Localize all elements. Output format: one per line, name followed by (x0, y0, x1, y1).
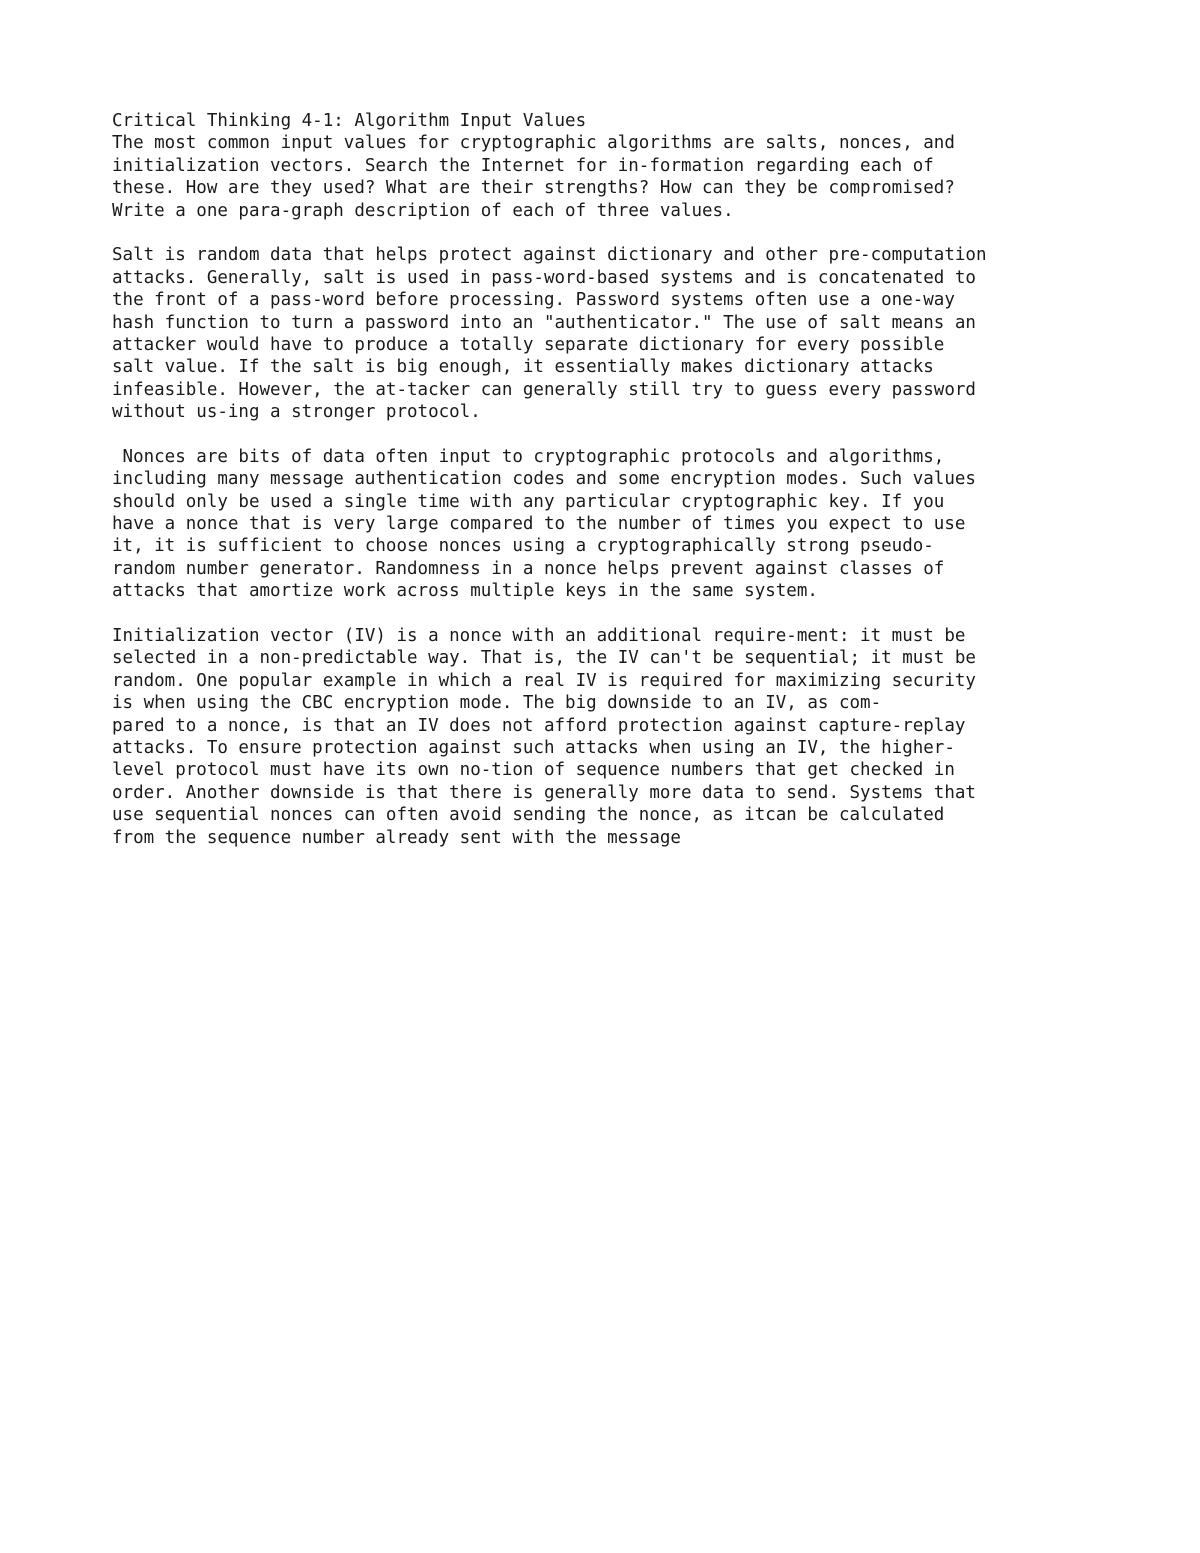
document-body (112, 110, 1132, 849)
salt-line: infeasible. However, the at-tacker can generally still try to guess every password (112, 379, 976, 400)
paragraph-spacer (112, 423, 1132, 445)
iv-line: selected in a non-predictable way. That is, the IV can't be sequential; it must be (112, 648, 976, 669)
salt-line: the front of a pass-word before processing. Password systems often use a one-way (112, 290, 955, 311)
salt-line: hash function to turn a password into an "authenticator." The use of salt means an (112, 312, 976, 333)
salt-line: salt value. If the salt is big enough, it essentially makes dictionary attacks (112, 357, 934, 378)
iv-line: order. Another downside is that there is generally more data to send. Systems that (112, 782, 976, 803)
iv-paragraph (112, 625, 1132, 849)
document-title: Critical Thinking 4-1: Algorithm Input Values (112, 111, 587, 131)
iv-line: use sequential nonces can often avoid sending the nonce, as itcan be calculated (112, 805, 945, 826)
salt-line: attacks. Generally, salt is used in pass-word-based systems and is concatenated to (112, 267, 976, 288)
salt-line: attacker would have to produce a totally separate dictionary for every possible (112, 334, 945, 355)
iv-line: is when using the CBC encryption mode. The big downside to an IV, as com- (112, 693, 882, 714)
prompt-line: The most common input values for cryptographic algorithms are salts, nonces, and (112, 133, 955, 154)
paragraph-spacer (112, 222, 1132, 244)
nonce-line: attacks that amortize work across multiple keys in the same system. (112, 581, 818, 602)
prompt-line: initialization vectors. Search the Internet for in-formation regarding each of (112, 155, 934, 176)
prompt-line: Write a one para-graph description of each of three values. (112, 200, 734, 221)
nonce-line: it, it is sufficient to choose nonces using a cryptographically strong pseudo- (112, 536, 934, 557)
iv-line: Initialization vector (IV) is a nonce with an additional require-ment: it must be (112, 625, 966, 646)
iv-line: pared to a nonce, is that an IV does not afford protection against capture-replay (112, 715, 966, 736)
paragraph-spacer (112, 603, 1132, 625)
nonce-line: Nonces are bits of data often input to cryptographic protocols and algorithms, (112, 446, 945, 467)
iv-line: from the sequence number already sent with the message (112, 827, 681, 848)
salt-line: without us-ing a stronger protocol. (112, 402, 481, 423)
prompt-paragraph (112, 132, 1132, 222)
nonce-line: including many message authentication codes and some encryption modes. Such values (112, 469, 976, 490)
salt-line: Salt is random data that helps protect against dictionary and other pre-computation (112, 245, 987, 266)
nonce-line: random number generator. Randomness in a nonce helps prevent against classes of (112, 558, 945, 579)
salt-paragraph (112, 244, 1132, 423)
prompt-line: these. How are they used? What are their strengths? How can they be compromised? (112, 178, 955, 199)
nonce-paragraph (112, 446, 1132, 603)
nonce-line: should only be used a single time with any particular cryptographic key. If you (112, 491, 945, 512)
iv-line: attacks. To ensure protection against such attacks when using an IV, the higher- (112, 737, 955, 758)
iv-line: level protocol must have its own no-tion of sequence numbers that get checked in (112, 760, 955, 781)
iv-line: random. One popular example in which a real IV is required for maximizing security (112, 670, 976, 691)
nonce-line: have a nonce that is very large compared to the number of times you expect to use (112, 514, 966, 535)
